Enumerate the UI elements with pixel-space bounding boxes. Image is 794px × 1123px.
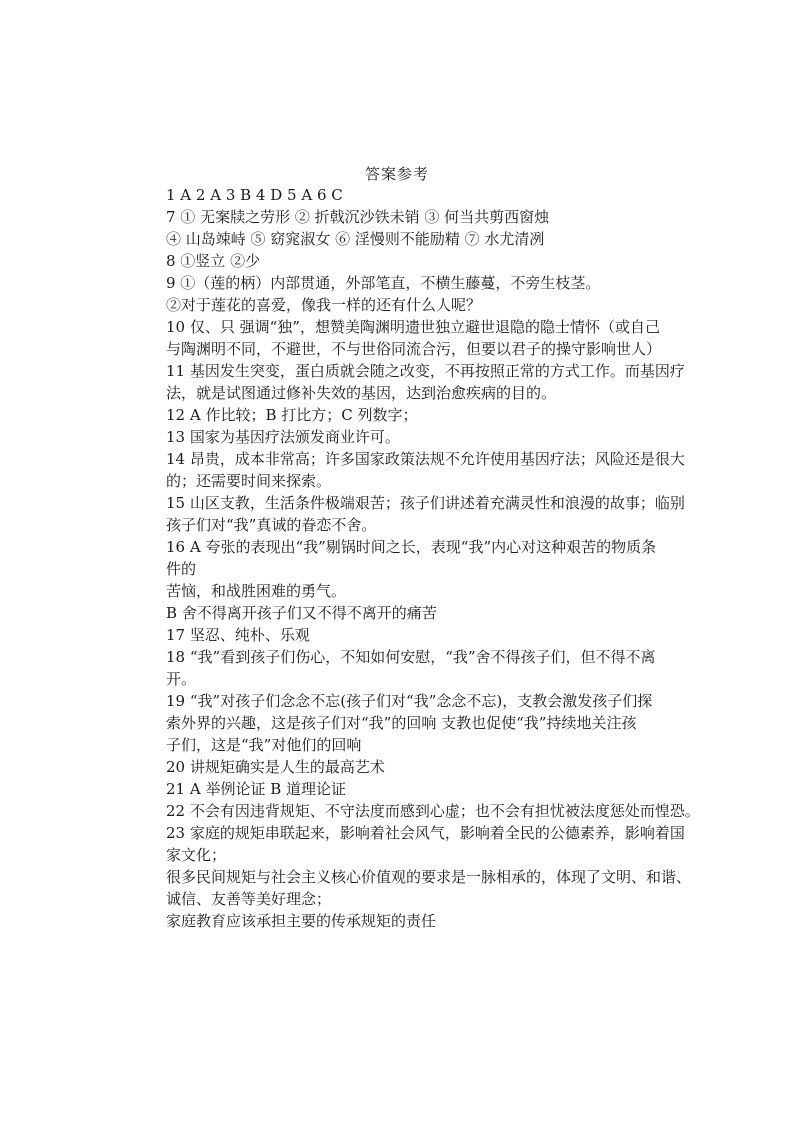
answer-line-26: 子们，这是“我”对他们的回响	[166, 736, 362, 754]
answer-line-30: 23 家庭的规矩串联起来，影响着社会风气，影响着全民的公德素养，影响着国	[166, 824, 685, 842]
answer-line-32: 很多民间规矩与社会主义核心价值观的要求是一脉相承的，体现了文明、和谐、	[166, 868, 692, 886]
answer-line-31: 家文化；	[166, 846, 227, 864]
answer-line-5: 9 ①（莲的柄）内部贯通，外部笔直，不横生藤蔓，不旁生枝茎。	[166, 274, 601, 292]
answer-line-10: 法，就是试图通过修补失效的基因，达到治愈疾病的目的。	[166, 384, 557, 402]
answer-line-2: 7 ① 无案牍之劳形 ② 折戟沉沙铁未销 ③ 何当共剪西窗烛	[166, 208, 550, 226]
answer-line-33: 诚信、友善等美好理念；	[166, 890, 332, 908]
answer-line-20: B 舍不得离开孩子们又不得不离开的痛苦	[166, 604, 437, 622]
answer-line-14: 的；还需要时间来探索。	[166, 472, 332, 490]
answer-line-17: 16 A 夸张的表现出“我”剔锅时间之长，表现“我”内心对这种艰苦的物质条	[166, 538, 657, 556]
answer-line-28: 21 A 举例论证 B 道理论证	[166, 780, 347, 798]
answer-line-12: 13 国家为基因疗法颁发商业许可。	[166, 428, 400, 446]
answer-line-4: 8 ①竖立 ②少	[166, 252, 261, 270]
answer-line-1: 1 A 2 A 3 B 4 D 5 A 6 C	[166, 186, 343, 204]
answer-line-8: 与陶渊明不同，不避世，不与世俗同流合污，但要以君子的操守影响世人）	[166, 340, 662, 358]
answer-line-15: 15 山区支教，生活条件极端艰苦；孩子们讲述着充满灵性和浪漫的故事；临别	[166, 494, 685, 512]
answer-line-25: 索外界的兴趣，这是孩子们对“我”的回响 支教也促使“我”持续地关注孩	[166, 714, 637, 732]
answer-line-18: 件的	[166, 560, 197, 578]
answer-line-11: 12 A 作比较；B 打比方；C 列数字；	[166, 406, 418, 424]
answer-line-27: 20 讲规矩确实是人生的最高艺术	[166, 758, 385, 776]
answer-line-29: 22 不会有因违背规矩、不守法度而感到心虚；也不会有担忧被法度惩处而惶恐。	[166, 802, 700, 820]
answer-line-13: 14 昂贵，成本非常高；许多国家政策法规不允许使用基因疗法；风险还是很大	[166, 450, 685, 468]
answer-line-34: 家庭教育应该承担主要的传承规矩的责任	[166, 912, 437, 930]
answer-line-22: 18 “我”看到孩子们伤心，不知如何安慰，“我”舍不得孩子们，但不得不离	[166, 648, 656, 666]
answer-line-3: ④ 山岛竦峙 ⑤ 窈窕淑女 ⑥ 淫慢则不能励精 ⑦ 水尤清冽	[166, 230, 545, 248]
answer-line-24: 19 “我”对孩子们念念不忘(孩子们对“我”念念不忘)，支教会激发孩子们探	[166, 692, 653, 710]
answer-line-16: 孩子们对“我”真诚的眷恋不舍。	[166, 516, 377, 534]
page-title: 答案参考	[364, 165, 429, 183]
answer-line-7: 10 仅、只 强调“独”，想赞美陶渊明遗世独立避世退隐的隐士情怀（或自己	[166, 318, 660, 336]
answer-line-19: 苦恼，和战胜困难的勇气。	[166, 582, 347, 600]
answer-line-23: 开。	[166, 670, 197, 688]
answer-line-9: 11 基因发生突变，蛋白质就会随之改变，不再按照正常的方式工作。而基因疗	[166, 362, 685, 380]
answer-line-6: ②对于莲花的喜爱，像我一样的还有什么人呢？	[166, 296, 482, 314]
answer-line-21: 17 坚忍、纯朴、乐观	[166, 626, 310, 644]
